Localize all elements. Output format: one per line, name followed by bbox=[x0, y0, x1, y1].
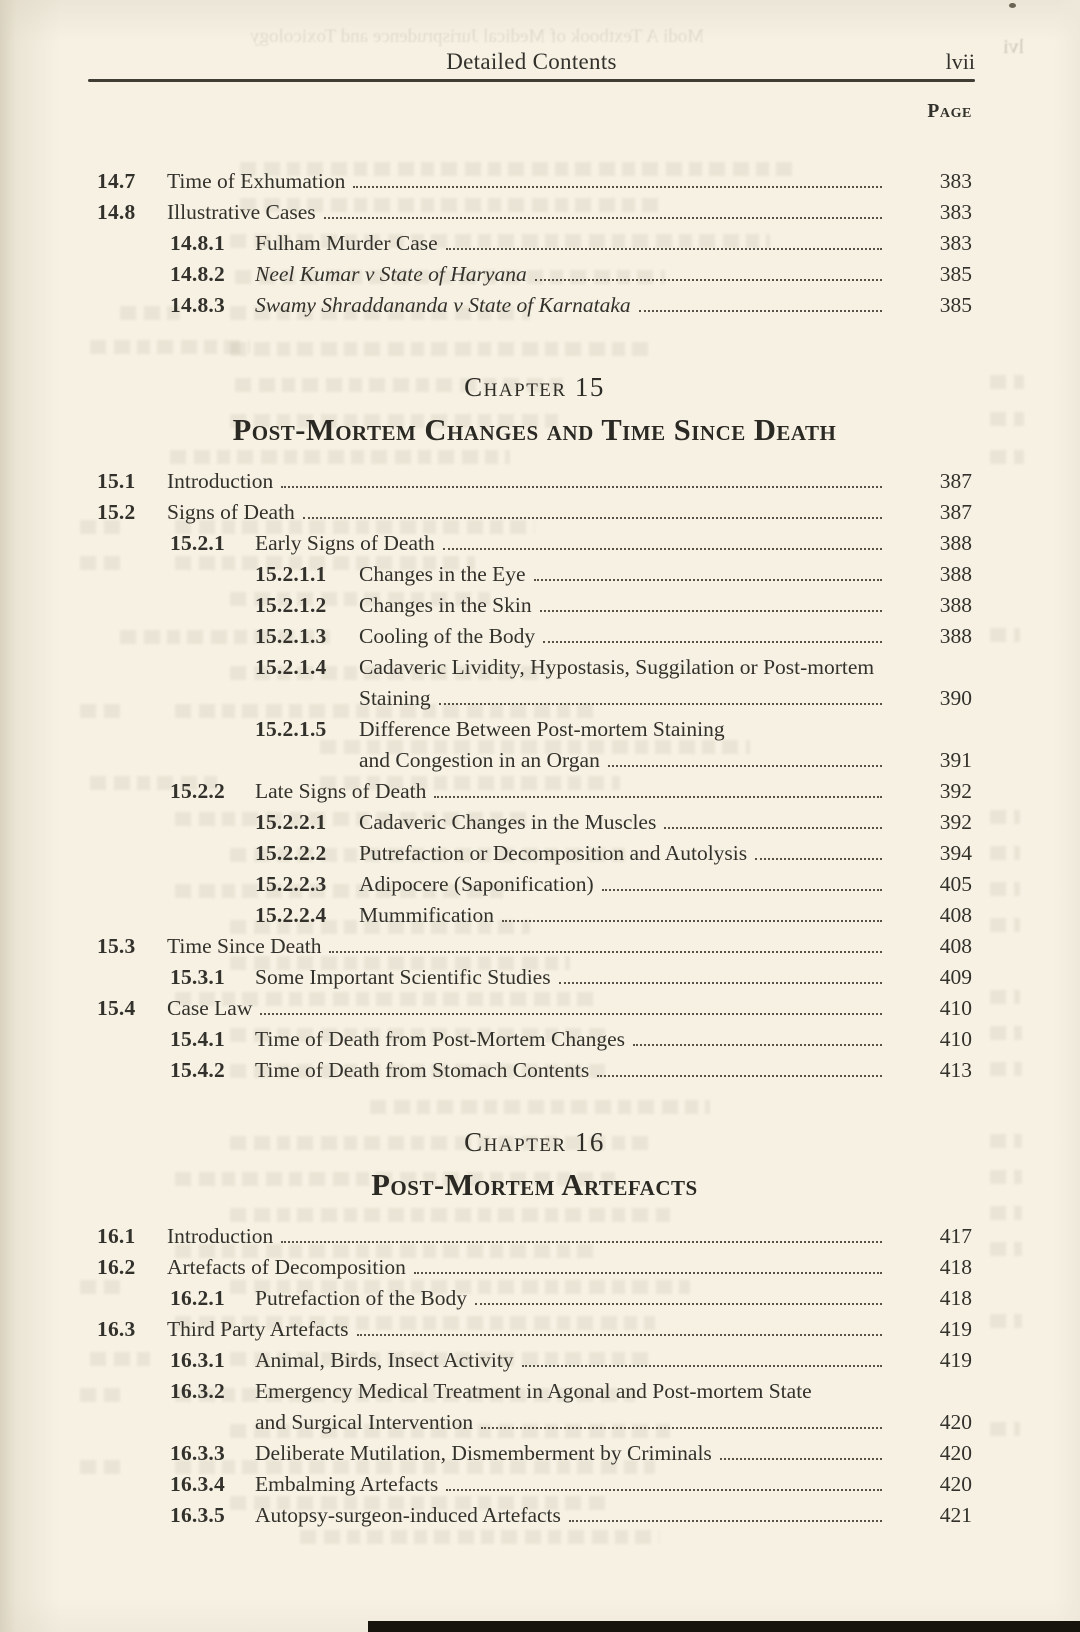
toc-entry bbox=[97, 1438, 972, 1469]
dot-leader bbox=[357, 1334, 882, 1336]
toc-entry bbox=[97, 290, 972, 321]
entry-number: 14.7 bbox=[97, 169, 136, 193]
ink-speck bbox=[1009, 3, 1016, 8]
toc-entry bbox=[97, 1314, 972, 1345]
entry-number: 15.2.2.4 bbox=[255, 903, 327, 927]
toc-entry bbox=[97, 993, 972, 1024]
entry-page-number: 388 bbox=[939, 624, 972, 648]
toc-entry bbox=[97, 621, 972, 652]
toc-entry-continuation bbox=[97, 683, 972, 714]
ghost-smudge bbox=[990, 375, 1024, 389]
entry-title: Introduction bbox=[167, 1224, 274, 1248]
entry-title: Swamy Shraddananda v State of Karnataka bbox=[255, 293, 631, 317]
dot-leader bbox=[540, 610, 882, 612]
entry-number: 15.2.2.1 bbox=[255, 810, 327, 834]
chapter-number: Chapter 16 bbox=[464, 1127, 605, 1157]
chapter-number: Chapter 15 bbox=[464, 372, 605, 402]
entry-page-number: 420 bbox=[939, 1472, 972, 1496]
dot-leader bbox=[281, 1241, 882, 1243]
ghost-smudge bbox=[990, 846, 1020, 860]
toc-entry bbox=[97, 1283, 972, 1314]
entry-page-number: 391 bbox=[939, 748, 972, 772]
entry-page-number: 388 bbox=[939, 593, 972, 617]
entry-number: 15.1 bbox=[97, 469, 136, 493]
dot-leader bbox=[720, 1458, 882, 1460]
dot-leader bbox=[353, 186, 882, 188]
entry-page-number: 420 bbox=[939, 1441, 972, 1465]
entry-page-number: 417 bbox=[939, 1224, 972, 1248]
dot-leader bbox=[569, 1520, 882, 1522]
toc bbox=[97, 166, 972, 1531]
entry-title: Embalming Artefacts bbox=[255, 1472, 439, 1496]
toc-entry bbox=[97, 590, 972, 621]
chapter-heading bbox=[97, 1125, 972, 1205]
entry-title: Introduction bbox=[167, 469, 274, 493]
entry-page-number: 387 bbox=[939, 500, 972, 524]
toc-entry bbox=[97, 776, 972, 807]
dot-leader bbox=[522, 1365, 882, 1367]
entry-page-number: 383 bbox=[939, 231, 972, 255]
ghost-smudge bbox=[990, 1134, 1022, 1148]
entry-title-continued: and Surgical Intervention bbox=[255, 1410, 474, 1434]
running-header-title: Detailed Contents bbox=[446, 49, 617, 74]
entry-number: 16.2.1 bbox=[170, 1286, 225, 1310]
ghost-smudge bbox=[990, 1206, 1022, 1220]
toc-entry bbox=[97, 497, 972, 528]
dot-leader bbox=[260, 1013, 882, 1015]
ghost-smudge bbox=[990, 628, 1020, 642]
toc-entry bbox=[97, 962, 972, 993]
entry-page-number: 408 bbox=[939, 903, 972, 927]
entry-page-number: 413 bbox=[939, 1058, 972, 1082]
entry-number: 15.2.2 bbox=[170, 779, 225, 803]
entry-number: 16.3.2 bbox=[170, 1379, 225, 1403]
entry-page-number: 408 bbox=[939, 934, 972, 958]
dot-leader bbox=[543, 641, 882, 643]
toc-entry bbox=[97, 166, 972, 197]
entry-title: Animal, Birds, Insect Activity bbox=[255, 1348, 514, 1372]
toc-entry bbox=[97, 1221, 972, 1252]
ghost-smudge bbox=[990, 450, 1024, 464]
toc-entry bbox=[97, 1055, 972, 1086]
dot-leader bbox=[475, 1303, 882, 1305]
entry-page-number: 388 bbox=[939, 562, 972, 586]
ghost-smudge bbox=[990, 412, 1024, 426]
toc-entry bbox=[97, 652, 972, 683]
entry-title: Time of Death from Stomach Contents bbox=[255, 1058, 590, 1082]
entry-number: 15.2.1.5 bbox=[255, 717, 327, 741]
dot-leader bbox=[639, 310, 882, 312]
entry-title: Autopsy-surgeon-induced Artefacts bbox=[255, 1503, 561, 1527]
entry-number: 16.3.5 bbox=[170, 1503, 225, 1527]
chapter-heading bbox=[97, 370, 972, 450]
entry-number: 15.2.1 bbox=[170, 531, 225, 555]
toc-entry bbox=[97, 1376, 972, 1407]
dot-leader bbox=[559, 982, 882, 984]
toc-entry-continuation bbox=[97, 1407, 972, 1438]
toc-entry bbox=[97, 838, 972, 869]
ghost-smudge bbox=[990, 990, 1020, 1004]
toc-entry bbox=[97, 1252, 972, 1283]
entry-number: 14.8 bbox=[97, 200, 136, 224]
ghost-smudge bbox=[990, 882, 1020, 896]
entry-page-number: 385 bbox=[939, 262, 972, 286]
entry-number: 15.2.1.4 bbox=[255, 655, 327, 679]
entry-page-number: 392 bbox=[939, 779, 972, 803]
entry-title: Changes in the Skin bbox=[359, 593, 532, 617]
dot-leader bbox=[414, 1272, 882, 1274]
entry-title-continued: and Congestion in an Organ bbox=[359, 748, 600, 772]
entry-number: 16.3.3 bbox=[170, 1441, 225, 1465]
toc-entry bbox=[97, 228, 972, 259]
toc-entry bbox=[97, 714, 972, 745]
page-column-label: Page bbox=[927, 101, 972, 122]
entry-title: Cadaveric Changes in the Muscles bbox=[359, 810, 657, 834]
entry-page-number: 418 bbox=[939, 1255, 972, 1279]
entry-title: Adipocere (Saponification) bbox=[359, 872, 594, 896]
dot-leader bbox=[439, 703, 882, 705]
ghost-smudge bbox=[990, 1242, 1022, 1256]
entry-page-number: 410 bbox=[939, 996, 972, 1020]
entry-title: Case Law bbox=[167, 996, 253, 1020]
entry-number: 16.1 bbox=[97, 1224, 136, 1248]
entry-title: Late Signs of Death bbox=[255, 779, 427, 803]
dot-leader bbox=[534, 579, 882, 581]
entry-page-number: 390 bbox=[939, 686, 972, 710]
entry-title: Illustrative Cases bbox=[167, 200, 316, 224]
entry-page-number: 394 bbox=[939, 841, 972, 865]
entry-page-number: 392 bbox=[939, 810, 972, 834]
ghost-smudge bbox=[990, 1422, 1020, 1436]
entry-page-number: 387 bbox=[939, 469, 972, 493]
entry-number: 15.4 bbox=[97, 996, 136, 1020]
page-folio: lvii bbox=[945, 49, 975, 74]
entry-title: Deliberate Mutilation, Dismemberment by Criminals bbox=[255, 1441, 712, 1465]
entry-number: 16.3 bbox=[97, 1317, 136, 1341]
toc-entry bbox=[97, 1469, 972, 1500]
dot-leader bbox=[755, 858, 882, 860]
dot-leader bbox=[633, 1044, 882, 1046]
toc-entry bbox=[97, 259, 972, 290]
dot-leader bbox=[602, 889, 882, 891]
entry-number: 15.3.1 bbox=[170, 965, 225, 989]
entry-number: 15.2.1.3 bbox=[255, 624, 327, 648]
toc-entry bbox=[97, 197, 972, 228]
toc-entry bbox=[97, 900, 972, 931]
dot-leader bbox=[597, 1075, 882, 1077]
dot-leader bbox=[502, 920, 882, 922]
ghost-smudge bbox=[990, 918, 1020, 932]
chapter-title: Post-Mortem Changes and Time Since Death bbox=[232, 413, 837, 447]
entry-page-number: 421 bbox=[939, 1503, 972, 1527]
entry-page-number: 419 bbox=[939, 1348, 972, 1372]
ghost-smudge bbox=[990, 810, 1020, 824]
entry-number: 14.8.3 bbox=[170, 293, 225, 317]
dot-leader bbox=[446, 248, 882, 250]
dot-leader bbox=[481, 1427, 882, 1429]
entry-page-number: 383 bbox=[939, 200, 972, 224]
entry-title: Putrefaction of the Body bbox=[255, 1286, 467, 1310]
toc-entry bbox=[97, 1345, 972, 1376]
entry-title: Cooling of the Body bbox=[359, 624, 536, 648]
entry-page-number: 420 bbox=[939, 1410, 972, 1434]
ghost-smudge bbox=[990, 1170, 1022, 1184]
entry-number: 16.3.1 bbox=[170, 1348, 225, 1372]
entry-number: 15.2.1.1 bbox=[255, 562, 327, 586]
entry-title: Cadaveric Lividity, Hypostasis, Suggilation or Post-mortem bbox=[359, 655, 875, 679]
entry-number: 14.8.1 bbox=[170, 231, 225, 255]
dot-leader bbox=[608, 765, 882, 767]
entry-number: 15.4.2 bbox=[170, 1058, 225, 1082]
entry-title: Putrefaction or Decomposition and Autolysis bbox=[359, 841, 748, 865]
entry-page-number: 409 bbox=[939, 965, 972, 989]
ghost-book-title: Modi A Textbook of Medical Jurisprudence and Toxicology bbox=[250, 26, 705, 47]
toc-entry bbox=[97, 869, 972, 900]
entry-title: Third Party Artefacts bbox=[167, 1317, 349, 1341]
ghost-smudge bbox=[300, 1530, 660, 1544]
entry-title: Emergency Medical Treatment in Agonal and Post-mortem State bbox=[255, 1379, 812, 1403]
entry-page-number: 383 bbox=[939, 169, 972, 193]
entry-page-number: 388 bbox=[939, 531, 972, 555]
dot-leader bbox=[329, 951, 882, 953]
entry-page-number: 418 bbox=[939, 1286, 972, 1310]
entry-page-number: 385 bbox=[939, 293, 972, 317]
entry-number: 16.2 bbox=[97, 1255, 136, 1279]
dot-leader bbox=[303, 517, 882, 519]
entry-title: Time of Death from Post-Mortem Changes bbox=[255, 1027, 626, 1051]
entry-title: Fulham Murder Case bbox=[255, 231, 438, 255]
toc-entry bbox=[97, 528, 972, 559]
dot-leader bbox=[446, 1489, 882, 1491]
entry-number: 15.2.1.2 bbox=[255, 593, 327, 617]
toc-entry bbox=[97, 559, 972, 590]
dot-leader bbox=[434, 796, 882, 798]
toc-entry bbox=[97, 466, 972, 497]
entry-number: 15.4.1 bbox=[170, 1027, 225, 1051]
entry-number: 14.8.2 bbox=[170, 262, 225, 286]
dot-leader bbox=[535, 279, 882, 281]
entry-title: Artefacts of Decomposition bbox=[167, 1255, 406, 1279]
toc-entry bbox=[97, 1500, 972, 1531]
entry-title: Time of Exhumation bbox=[167, 169, 346, 193]
entry-title: Difference Between Post-mortem Staining bbox=[359, 717, 725, 741]
dot-leader bbox=[324, 217, 882, 219]
ghost-smudge bbox=[990, 1314, 1022, 1328]
entry-title: Time Since Death bbox=[167, 934, 322, 958]
dot-leader bbox=[443, 548, 882, 550]
dot-leader bbox=[664, 827, 882, 829]
entry-title: Changes in the Eye bbox=[359, 562, 526, 586]
toc-entry bbox=[97, 931, 972, 962]
entry-number: 15.2.2.3 bbox=[255, 872, 327, 896]
entry-page-number: 419 bbox=[939, 1317, 972, 1341]
entry-title: Early Signs of Death bbox=[255, 531, 435, 555]
dot-leader bbox=[281, 486, 882, 488]
scan-edge-bar bbox=[368, 1621, 1080, 1632]
entry-title: Some Important Scientific Studies bbox=[255, 965, 551, 989]
entry-number: 15.2 bbox=[97, 500, 136, 524]
toc-entry bbox=[97, 807, 972, 838]
ghost-smudge bbox=[990, 1062, 1022, 1076]
entry-page-number: 405 bbox=[939, 872, 972, 896]
entry-title: Mummification bbox=[359, 903, 494, 927]
toc-entry-continuation bbox=[97, 745, 972, 776]
header-rule bbox=[88, 79, 975, 82]
ghost-folio: lvi bbox=[1002, 36, 1024, 58]
entry-title: Neel Kumar v State of Haryana bbox=[255, 262, 527, 286]
ghost-smudge bbox=[990, 1026, 1022, 1040]
entry-number: 15.3 bbox=[97, 934, 136, 958]
entry-number: 15.2.2.2 bbox=[255, 841, 327, 865]
entry-title: Signs of Death bbox=[167, 500, 295, 524]
chapter-title: Post-Mortem Artefacts bbox=[371, 1168, 698, 1202]
entry-number: 16.3.4 bbox=[170, 1472, 225, 1496]
entry-title-continued: Staining bbox=[359, 686, 431, 710]
toc-entry bbox=[97, 1024, 972, 1055]
entry-page-number: 410 bbox=[939, 1027, 972, 1051]
